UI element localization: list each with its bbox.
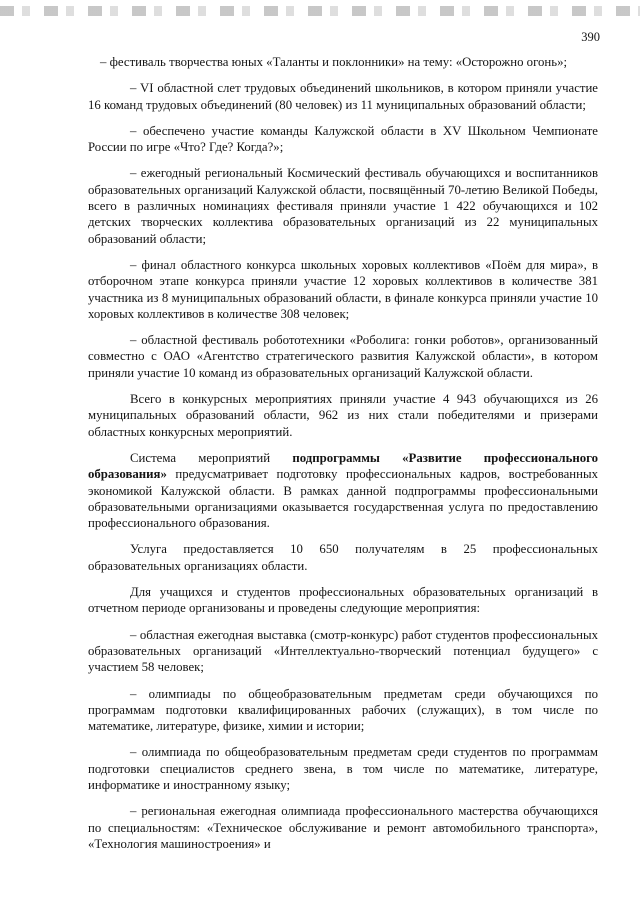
scan-artifact-top	[0, 6, 640, 16]
paragraph-12: – олимпиады по общеобразовательным предметам среди обучающихся по программам подготовки квалифицированных рабочих (служащих), в том числе по математике, литературе, физике, химии и истории;	[88, 686, 598, 734]
paragraph-13: – олимпиада по общеобразовательным предметам среди студентов по программам подготовки специалистов среднего звена, в том числе по математике, литературе, информатике и иностранному языку;	[88, 745, 598, 792]
paragraph-2: – VI областной слет трудовых объединений школьников, в котором приняли участие 16 команд трудовых объединений (80 человек) из 11 муниципальных образований области;	[88, 81, 598, 112]
paragraph-6: – областной фестиваль робототехники «Роболига: гонки роботов», организованный совместно с ОАО «Агентство стратегического развития Калужской области», в котором приняли участие 10 команд из образовательных организаций Калужской области.	[88, 333, 598, 380]
paragraph-7: Всего в конкурсных мероприятиях приняли участие 4 943 обучающихся из 26 муниципальных образований области, 962 из них стали победителями и призерами областных конкурсных мероприятий.	[88, 392, 598, 439]
paragraph-5: – финал областного конкурса школьных хоровых коллективов «Поём для мира», в отборочном этапе конкурса приняли участие 12 хоровых коллективов в количестве 381 участника из 8 муниципальных образований области, в финале конкурса приняли участие 10 хоровых коллективов в количестве 308 человек;	[88, 257, 598, 321]
paragraph-8-before: Система мероприятий	[130, 450, 293, 465]
paragraph-14: – региональная ежегодная олимпиада профессионального мастерства обучающихся по специальностям: «Техническое обслуживание и ремонт автомобильного транспорта», «Технология машиностроения» и	[88, 804, 598, 851]
subprogram-title: подпрограммы «Развитие профессионального образования»	[88, 450, 598, 482]
paragraph-10: Для учащихся и студентов профессиональных образовательных организаций в отчетном периоде организованы и проведены следующие мероприятия:	[88, 585, 598, 616]
paragraph-8	[88, 450, 598, 531]
paragraph-8-after: предусматривает подготовку профессиональных кадров, востребованных экономикой Калужской области. В рамках данной подпрограммы профессиональными образовательными организациями оказывается государственная услуга по предоставлению профессионального образования.	[88, 467, 598, 531]
paragraph-4: – ежегодный региональный Космический фестиваль обучающихся и воспитанников образовательных организаций Калужской области, посвящённый 70-летию Великой Победы, всего в различных номинациях фестиваля приняли участие 1 422 обучающихся и 102 детских творческих коллектива образовательных организаций из 22 муниципальных образований области;	[88, 166, 598, 246]
document-body	[88, 54, 598, 862]
paragraph-9: Услуга предоставляется 10 650 получателям в 25 профессиональных образовательных организациях области.	[88, 542, 598, 573]
page-number: 390	[581, 30, 600, 44]
paragraph-3: – обеспечено участие команды Калужской области в XV Школьном Чемпионате России по игре «Что? Где? Когда?»;	[88, 123, 598, 155]
paragraph-1: – фестиваль творчества юных «Таланты и поклонники» на тему: «Осторожно огонь»;	[100, 55, 568, 69]
paragraph-11: – областная ежегодная выставка (смотр-конкурс) работ студентов профессиональных образовательных организаций «Интеллектуально-творческий потенциал будущего» с участием 58 человек;	[88, 627, 598, 675]
